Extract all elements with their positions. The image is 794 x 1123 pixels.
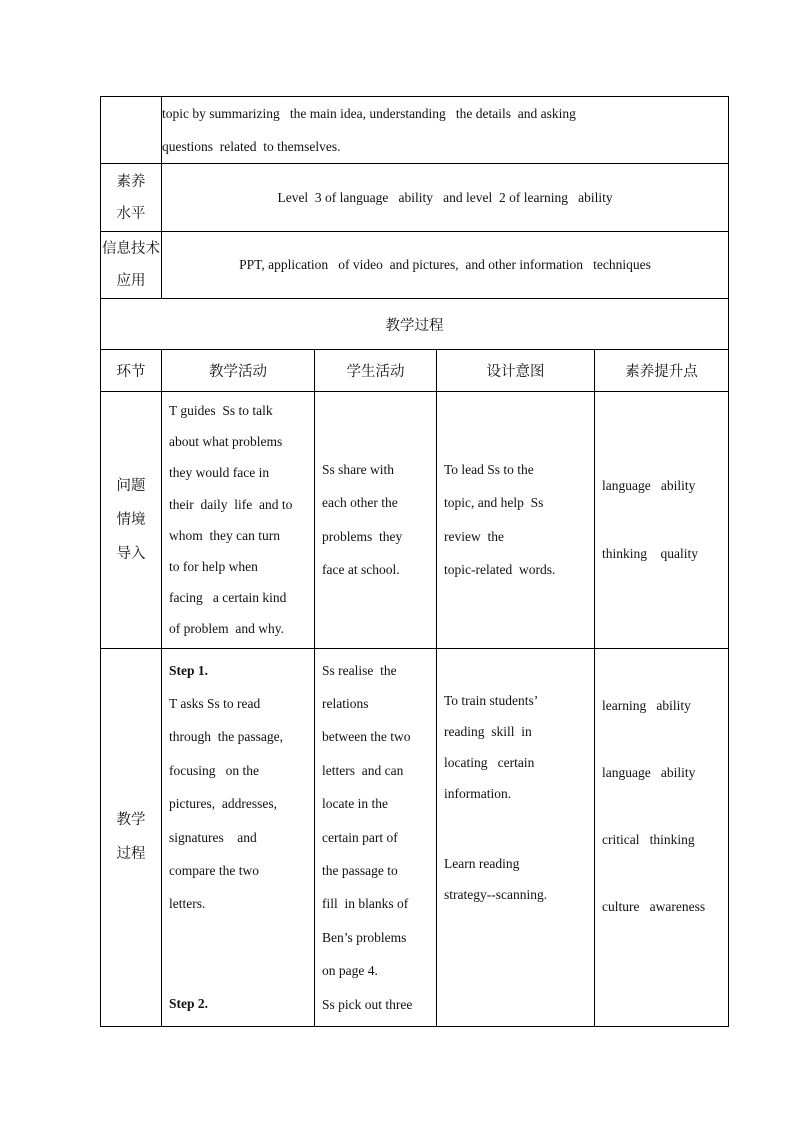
column-header: 教学活动 (162, 350, 315, 392)
section-title: 教学过程 (101, 299, 729, 350)
objective-continuation-row (101, 97, 729, 164)
student-activity-cell: Ss realise the relations between the two letters and can locate in the certain part of the passage to fill in blanks of Ben’s problems on page 4. Ss pick out three (315, 648, 437, 1026)
section-title-row (101, 299, 729, 350)
column-header: 素养提升点 (595, 350, 729, 392)
table-row (101, 392, 729, 649)
teacher-activity-cell: Step 1. T asks Ss to read through the passage, focusing on the pictures, addresses, signatures and compare the two letters. Step 2. (162, 648, 315, 1026)
objective-text-cell (162, 97, 729, 164)
literacy-point-cell: language ability thinking quality (595, 392, 729, 649)
design-intent-cell: To train students’ reading skill in locating certain information. Learn reading strategy--scanning. (437, 648, 595, 1026)
it-application-row (101, 232, 729, 299)
objective-text-line: questions related to themselves. (162, 139, 341, 154)
step-label: Step 2. (169, 995, 209, 1011)
column-header: 学生活动 (315, 350, 437, 392)
column-header-row (101, 350, 729, 392)
design-intent-cell: To lead Ss to the topic, and help Ss review the topic-related words. (437, 392, 595, 649)
student-activity-cell: Ss share with each other the problems they face at school. (315, 392, 437, 649)
stage-cell: 问题 情境 导入 (101, 392, 162, 649)
objective-text-line: topic by summarizing the main idea, understanding the details and asking (162, 106, 576, 121)
literacy-level-value: Level 3 of language ability and level 2 of learning ability (162, 164, 729, 232)
empty-label-cell (101, 97, 162, 164)
literacy-level-row (101, 164, 729, 232)
lesson-plan-table (100, 96, 729, 1027)
it-application-label: 信息技术 应用 (101, 232, 162, 299)
literacy-point-cell: learning ability language ability critical thinking culture awareness (595, 648, 729, 1026)
column-header: 环节 (101, 350, 162, 392)
teacher-activity-cell: T guides Ss to talk about what problems they would face in their daily life and to whom they can turn to for help when facing a certain kind of problem and why. (162, 392, 315, 649)
literacy-level-label: 素养 水平 (101, 164, 162, 232)
step-label: Step 1. (169, 662, 209, 678)
table-row (101, 648, 729, 1026)
column-header: 设计意图 (437, 350, 595, 392)
it-application-value: PPT, application of video and pictures, and other information techniques (162, 232, 729, 299)
stage-cell: 教学 过程 (101, 648, 162, 1026)
